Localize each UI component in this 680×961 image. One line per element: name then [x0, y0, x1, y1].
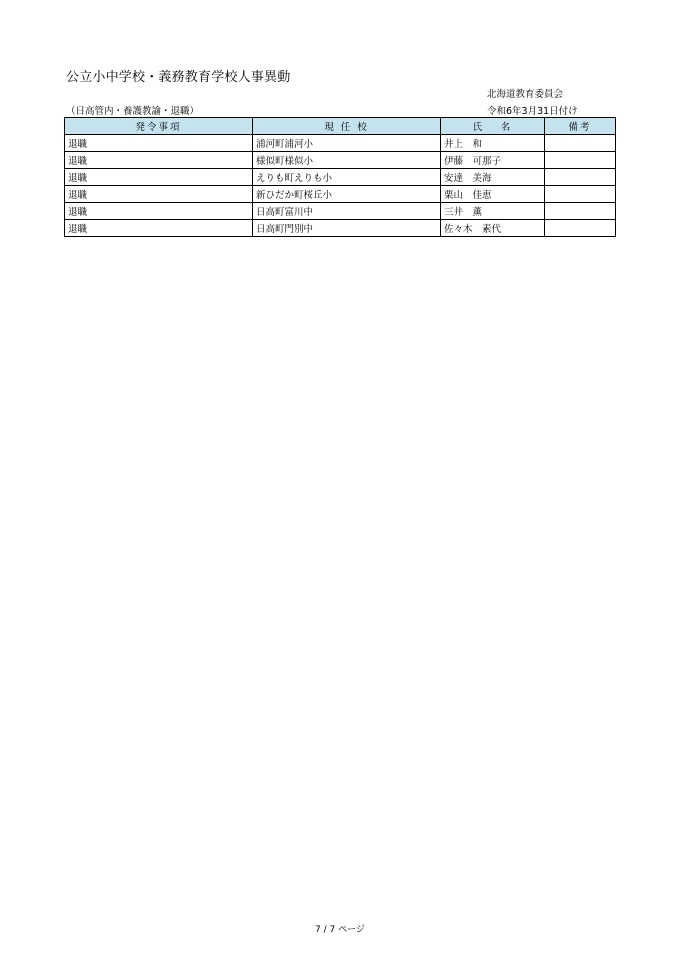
issuer-name: 北海道教育委員会 — [487, 89, 564, 100]
cell-name: 伊藤 可那子 — [441, 152, 545, 169]
table-row — [65, 203, 616, 220]
table-header-row — [65, 118, 616, 135]
table-row — [65, 220, 616, 237]
effective-date: 令和6年3月31日付け — [487, 106, 578, 117]
cell-current-school: 日高町門別中 — [253, 220, 441, 237]
table-row — [65, 135, 616, 152]
cell-current-school: 浦河町浦河小 — [253, 135, 441, 152]
cell-order-type: 退職 — [65, 186, 253, 203]
page-number: 7 / 7 ページ — [315, 925, 365, 935]
cell-name: 三井 薫 — [441, 203, 545, 220]
column-header-current-school: 現 任 校 — [253, 118, 441, 135]
cell-order-type: 退職 — [65, 169, 253, 186]
cell-remarks — [545, 152, 616, 169]
column-header-remarks: 備考 — [545, 118, 616, 135]
cell-current-school: 新ひだか町桜丘小 — [253, 186, 441, 203]
cell-order-type: 退職 — [65, 220, 253, 237]
table-row — [65, 152, 616, 169]
cell-current-school: 様似町様似小 — [253, 152, 441, 169]
cell-remarks — [545, 169, 616, 186]
cell-remarks — [545, 203, 616, 220]
column-header-name: 氏 名 — [441, 118, 545, 135]
table-row — [65, 169, 616, 186]
cell-current-school: えりも町えりも小 — [253, 169, 441, 186]
cell-name: 井上 和 — [441, 135, 545, 152]
cell-order-type: 退職 — [65, 203, 253, 220]
cell-order-type: 退職 — [65, 135, 253, 152]
document-title: 公立小中学校・義務教育学校人事異動 — [66, 70, 291, 85]
column-header-order-type: 発令事項 — [65, 118, 253, 135]
cell-current-school: 日高町富川中 — [253, 203, 441, 220]
cell-name: 安達 美海 — [441, 169, 545, 186]
cell-name: 栗山 佳恵 — [441, 186, 545, 203]
cell-name: 佐々木 素代 — [441, 220, 545, 237]
cell-order-type: 退職 — [65, 152, 253, 169]
scope-label: （日高管内・養護教諭・退職） — [66, 106, 200, 117]
table-row — [65, 186, 616, 203]
cell-remarks — [545, 186, 616, 203]
cell-remarks — [545, 135, 616, 152]
personnel-table — [64, 117, 616, 237]
cell-remarks — [545, 220, 616, 237]
